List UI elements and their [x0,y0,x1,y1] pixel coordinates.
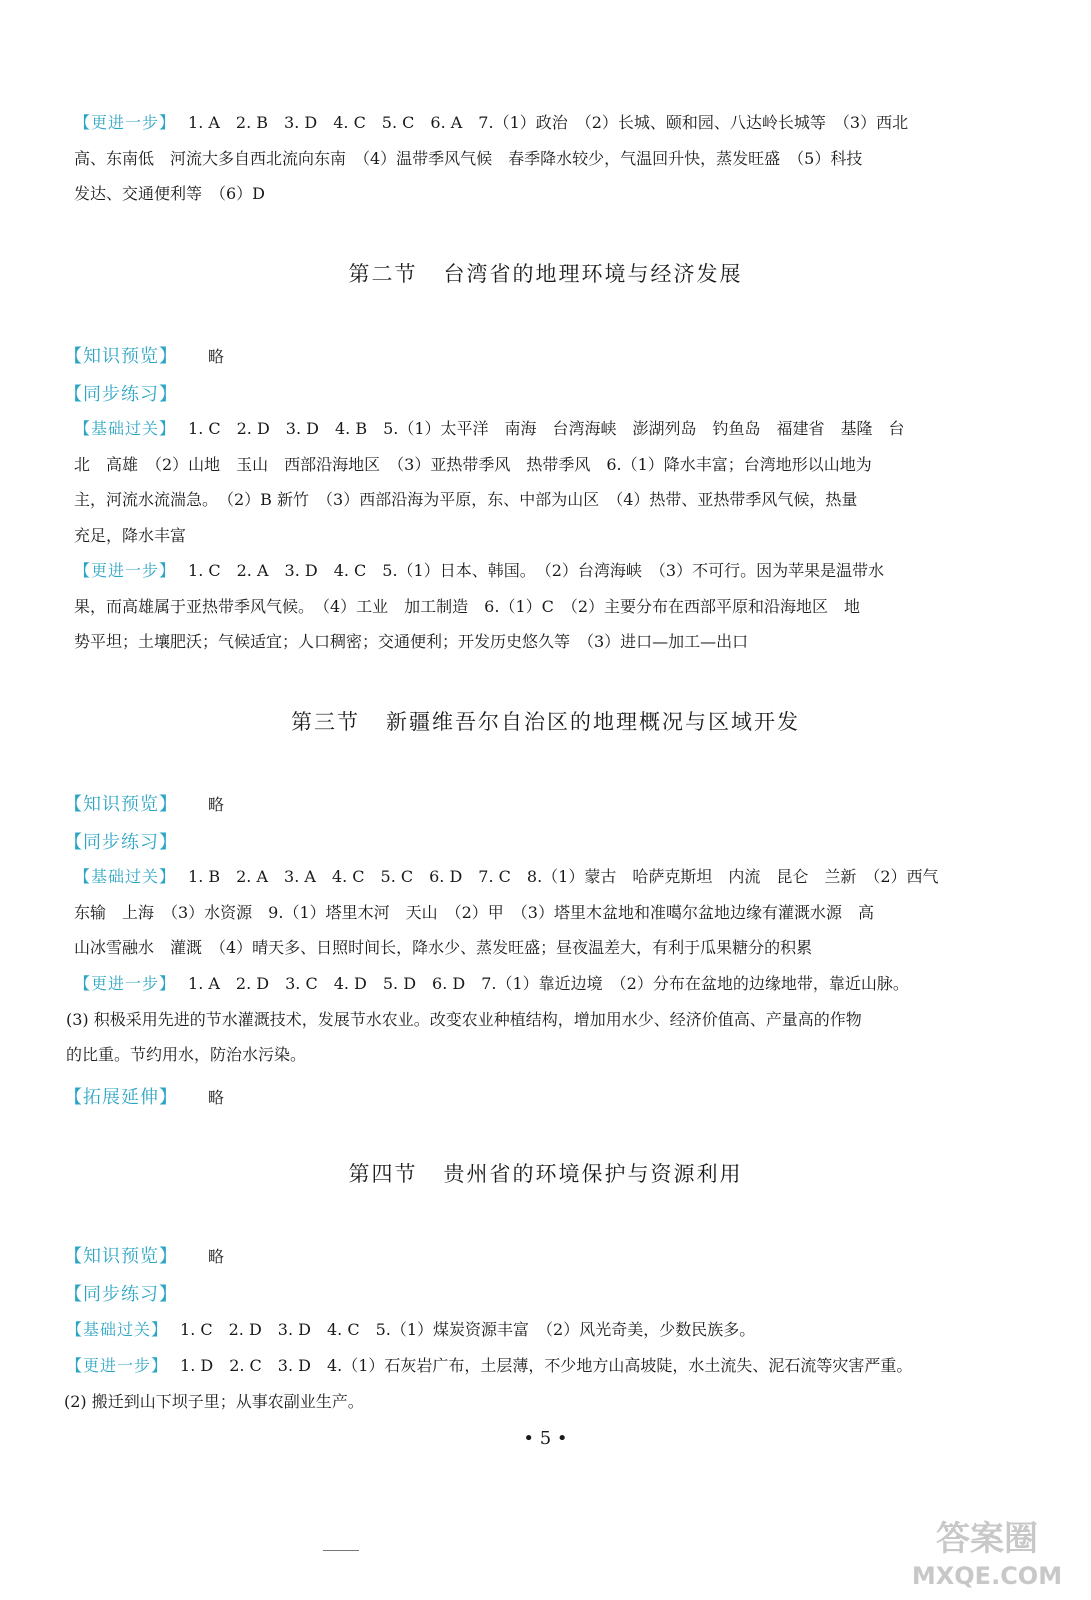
watermark-logo [897,1512,1077,1592]
s3-gengjin-block [66,966,962,1073]
tongbu-row [64,828,208,854]
text-line: 果，而高雄属于亚热带季风气候。 （4）工业 加工制造 6.（1）C （2）主要分布在西部平原和沿海地区 地 [74,596,861,616]
tongbu-label: 【同步练习】 [64,1284,178,1305]
s2-gengjin-block [74,553,962,660]
zhishi-row: 【知识预览】 略 [64,346,225,367]
s4-gengjin-block [66,1348,954,1419]
s2-jichu-block [74,411,962,553]
tongbu-row [64,380,208,406]
text-line: 主，河流水流湍急。 （2）B 新竹 （3）西部沿海为平原，东、中部为山区 （4）热带、亚热带季风气候，热量 [74,490,858,509]
watermark-top-text: 答案圈 [936,1519,1038,1559]
text-line: 【基础过关】 1. B 2. A 3. A 4. C 5. C 6. D 7. C 8.（1）蒙古 哈萨克斯坦 内流 昆仑 兰新 （2）西气 [74,867,939,886]
text-line: 充足，降水丰富 [74,525,187,545]
zhishi-label: 【知识预览】 [64,1246,178,1267]
text-line: 东输 上海 （3）水资源 9.（1）塔里木河 天山 （2）甲 （3）塔里木盆地和准噶尔盆地边缘有灌溉水源 高 [74,902,874,922]
text-line: 发达、交通便利等 （6）D [74,184,266,203]
text-line: 山冰雪融水 灌溉 （4）晴天多、日照时间长，降水少、蒸发旺盛；昼夜温差大，有利于瓜果糖分的积累 [74,938,813,957]
text-line: 【基础过关】 1. C 2. D 3. D 4. C 5.（1）煤炭资源丰富 （2）风光奇美，少数民族多。 [66,1320,756,1339]
zhishi-label: 【知识预览】 [64,794,178,815]
section-heading: 第三节 新疆维吾尔自治区的地理概况与区域开发 [291,710,800,734]
text-line: 【更进一步】 1. D 2. C 3. D 4.（1）石灰岩广布，土层薄，不少地方山高坡陡，水土流失、泥石流等灾害严重。 [66,1356,913,1375]
zhishi-row: 【知识预览】 略 [64,1246,225,1267]
text-line: 【更进一步】 1. A 2. B 3. D 4. C 5. C 6. A 7.（1）政治 （2）长城、颐和园、八达岭长城等 （3）西北 [74,113,909,132]
gengjin-label: 【更进一步】 [74,974,177,993]
s1-gengjin-block [74,105,962,212]
s4-jichu-block [66,1312,954,1348]
footer-rule [323,1550,359,1551]
jichu-label: 【基础过关】 [74,867,177,886]
gengjin-label: 【更进一步】 [66,1356,169,1375]
tongbu-label: 【同步练习】 [64,832,178,853]
text-line: 势平坦；土壤肥沃；气候适宜；人口稠密；交通便利；开发历史悠久等 （3）进口—加工—出口 [74,632,749,651]
gengjin-label: 【更进一步】 [74,561,177,580]
text-line: 北 高雄 （2）山地 玉山 西部沿海地区 （3）亚热带季风 热带季风 6.（1）降水丰富；台湾地形以山地为 [74,454,872,474]
tuozhan-row: 【拓展延伸】 略 [64,1087,225,1108]
zhishi-row: 【知识预览】 略 [64,794,225,815]
s3-jichu-block [74,859,962,966]
text-line: 的比重。节约用水，防治水污染。 [66,1045,307,1064]
text-line: 高、东南低 河流大多自西北流向东南 （4）温带季风气候 春季降水较少，气温回升快，蒸发旺盛 （5）科技 [74,148,863,168]
jichu-label: 【基础过关】 [74,419,177,438]
text-line: (2) 搬迁到山下坝子里；从事农副业生产。 [64,1391,364,1411]
tongbu-row [64,1280,208,1306]
tongbu-label: 【同步练习】 [64,384,178,405]
text-line: (3) 积极采用先进的节水灌溉技术，发展节水农业。改变农业种植结构，增加用水少、经济价值高、产量高的作物 [66,1009,862,1029]
gengjin-label: 【更进一步】 [74,113,177,132]
tuozhan-label: 【拓展延伸】 [64,1087,178,1108]
zhishi-label: 【知识预览】 [64,346,178,367]
watermark-bottom-text: MXQE.COM [911,1562,1063,1590]
text-line: 【更进一步】 1. C 2. A 3. D 4. C 5.（1）日本、韩国。 （2）台湾海峡 （3）不可行。因为苹果是温带水 [74,561,885,580]
section-heading: 第二节 台湾省的地理环境与经济发展 [348,262,743,286]
page-number: • 5 • [523,1428,568,1449]
section-heading: 第四节 贵州省的环境保护与资源利用 [348,1162,743,1186]
jichu-label: 【基础过关】 [66,1320,169,1339]
text-line: 【更进一步】 1. A 2. D 3. C 4. D 5. D 6. D 7.（1）靠近边境 （2）分布在盆地的边缘地带，靠近山脉。 [74,974,909,993]
text-line: 【基础过关】 1. C 2. D 3. D 4. B 5.（1）太平洋 南海 台湾海峡 澎湖列岛 钓鱼岛 福建省 基隆 台 [74,419,905,438]
